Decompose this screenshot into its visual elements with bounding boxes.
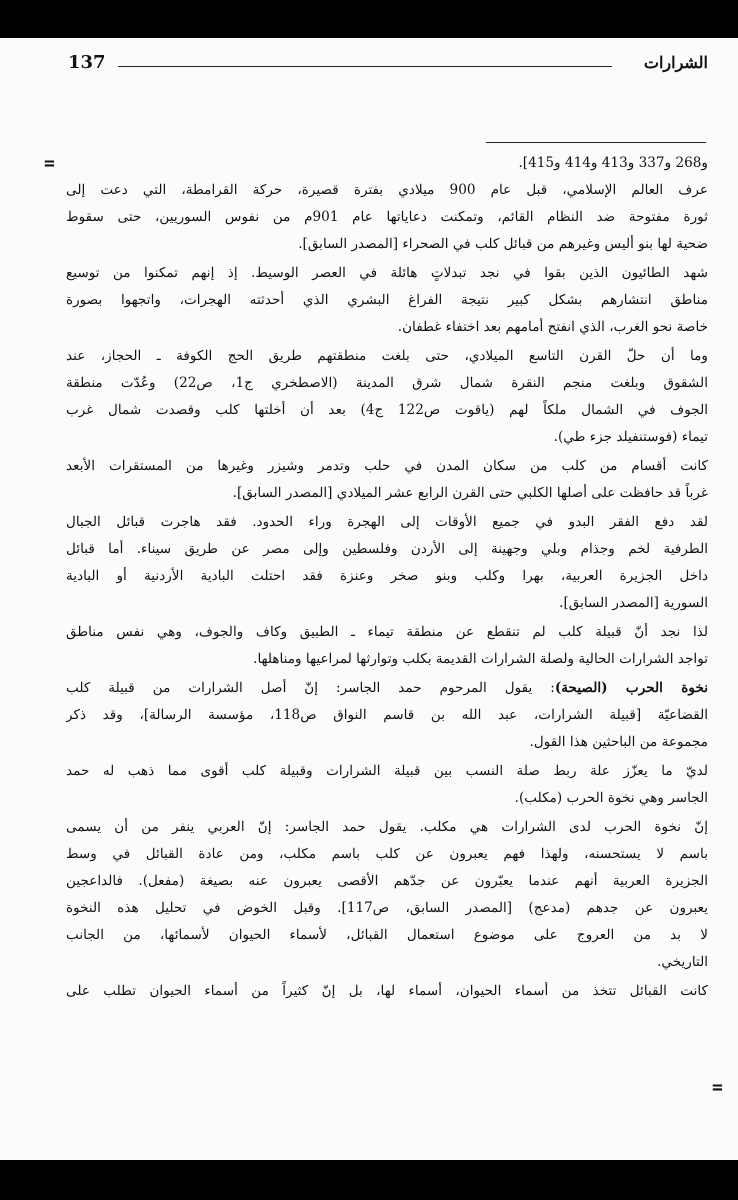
paragraph-1 [66, 177, 708, 258]
page-text [66, 150, 708, 1007]
text-line: غرباً قد حافظت على أصلها الكلبي حتى القرن الرابع عشر الميلادي [المصدر السابق]. [232, 485, 708, 501]
text-line: تيماء (فوستنفيلد جزء طي). [553, 429, 708, 445]
text-line-rest: : يقول المرحوم حمد الجاسر: إنّ أصل الشرارات من قبيلة كلب [66, 680, 555, 696]
text-line: الشقوق وبلغت منجم النقرة شمال شرق المدينة (الاصطخري ج1، ص22) وعُدّت منطقة [66, 375, 708, 391]
text-line [66, 675, 708, 702]
continuation-mark-top: = [44, 153, 55, 174]
text-line: خاصة نحو الغرب، الذي انفتح أمامهم بعد اختفاء غطفان. [397, 319, 708, 335]
paragraph-8 [66, 758, 708, 812]
paragraph-9 [66, 814, 708, 976]
text-line: لا بد من العروج على موضوع استعمال القبائل، لأسماء الحيوان لأسمائها، من الجانب [66, 927, 708, 943]
bottom-black-bar [0, 1160, 738, 1200]
paragraph-6 [66, 619, 708, 673]
text-line: السورية [المصدر السابق]. [559, 595, 708, 611]
text-line: شهد الطائيون الذين بقوا في نجد تبدلاتٍ هائلة في العصر الوسيط. إذ إنهم تمكنوا من توسيع [66, 265, 708, 281]
footnote-rule [486, 142, 706, 143]
text-line: ثورة مفتوحة ضد النظام القائم، وتمكنت دعاياتها عام 901م من نفوس السوريين، حتى سقوط [66, 209, 708, 225]
running-header [68, 52, 708, 78]
running-title: الشرارات [643, 53, 708, 72]
paragraph-2 [66, 260, 708, 341]
text-line: تواجد الشرارات الحالية ولصلة الشرارات القديمة بكلب وتوارثها لمراعيها ومناهلها. [253, 651, 708, 667]
text-line: القضاعيّة [قبيلة الشرارات، عبد الله بن قاسم النواق ص118، مؤسسة الرسالة]، وقد ذكر [66, 707, 708, 723]
paragraph-7 [66, 675, 708, 756]
paragraph-10 [66, 978, 708, 1005]
text-line: عرف العالم الإسلامي، قبل عام 900 ميلادي بفترة قصيرة، حركة القرامطة، التي دعت إلى [66, 182, 708, 198]
text-line: كانت القبائل تتخذ من أسماء الحيوان، أسماء لها، بل إنّ كثيراً من أسماء الحيوان تطلب على [66, 983, 708, 999]
text-line: الجوف في الشمال ملكاً لهم (ياقوت ص122 ج4) بعد أن أخلتها كلب وقصدت شمال غرب [66, 402, 708, 418]
text-line: التاريخي. [657, 954, 708, 970]
paragraph-3 [66, 343, 708, 451]
text-line: لذا نجد أنّ قبيلة كلب لم تنقطع عن منطقة تيماء ـ الطبيق وكاف والجوف، وهي نفس مناطق [66, 624, 708, 640]
page-number: 137 [68, 52, 106, 73]
paragraph-5 [66, 509, 708, 617]
text-line: الجزيرة العربية أنهم عندما يعبّرون عن جدّهم الأقصى يعبرون عنه بصيغة (مفعل). فالداعجين [66, 873, 708, 889]
text-line: مناطق انتشارهم بشكل كبير نتيجة الفراغ البشري الذي أحدثته الهجرات، واتجهوا بصورة [66, 292, 708, 308]
text-line: داخل الجزيرة العربية، بهرا وكلب وبنو صخر وعنزة فقد احتلت البادية الأردنية أو البادية [66, 568, 708, 584]
text-line: يعبرون عن جدهم (مدعج) [المصدر السابق، ص117]. وقبل الخوض في تحليل هذه النخوة [66, 900, 708, 916]
paragraph-4 [66, 453, 708, 507]
top-black-bar [0, 0, 738, 38]
text-line: كانت أقسام من كلب من سكان المدن في حلب وتدمر وشيزر وغيرها من المستقرات الأبعد [66, 458, 708, 474]
text-line: الطرفية لخم وجذام وبلي وجهينة إلى الأردن وفلسطين وإلى مصر عن طريق سيناء. أما قبائل [66, 541, 708, 557]
header-rule [118, 66, 612, 67]
text-line: إنّ نخوة الحرب لدى الشرارات هي مكلب. يقول حمد الجاسر: إنّ العربي ينفر من أن يسمى [66, 819, 708, 835]
text-line: لديّ ما يعزّز علة ربط صلة النسب بين قبيلة الشرارات وقبيلة كلب أقوى مما ذهب له حمد [66, 763, 708, 779]
text-line: الجاسر وهي نخوة الحرب (مكلب). [514, 790, 708, 806]
footnote-continuation: و268 و337 و413 و414 و415]. [518, 155, 708, 171]
book-page [0, 38, 738, 1160]
text-line: لقد دفع الفقر البدو في جميع الأوقات إلى الهجرة وراء الحدود. فقد هاجرت قبائل الجبال [66, 514, 708, 530]
text-line: وما أن حلّ القرن التاسع الميلادي، حتى بلغت منطقتهم طريق الحج الكوفة ـ الحجاز، عند [66, 348, 708, 364]
text-line: مجموعة من الباحثين هذا القول. [529, 734, 708, 750]
bold-lead: نخوة الحرب (الصيحة) [554, 680, 708, 696]
continuation-mark-bottom: = [712, 1077, 723, 1098]
text-line: باسم لا يستحسنه، ولهذا فهم يعبرون عن كلب باسم مكلب، ومن عادة القبائل في وسط [66, 846, 708, 862]
text-line: ضحية لها بنو أليس وغيرهم من قبائل كلب في الصحراء [المصدر السابق]. [298, 236, 708, 252]
